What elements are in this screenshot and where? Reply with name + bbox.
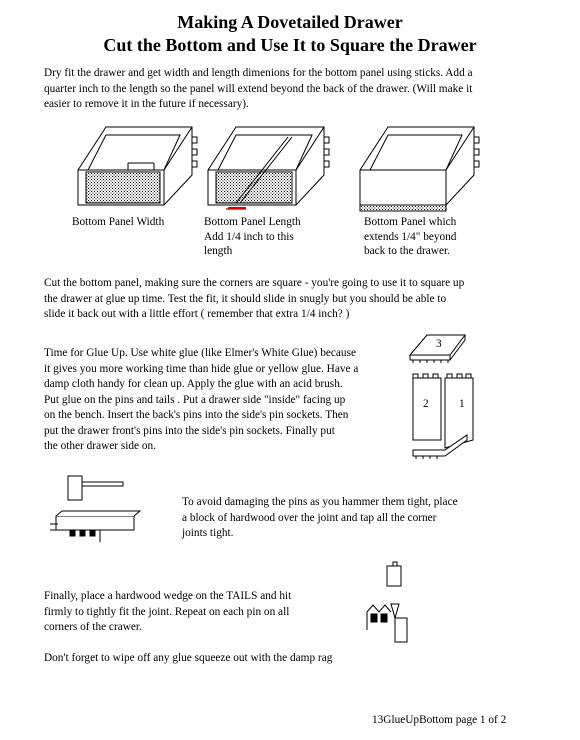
- drawer-length-illustration: [206, 125, 336, 215]
- page-subtitle: Cut the Bottom and Use It to Square the Drawer: [103, 35, 477, 55]
- caption-bottom-panel-width: Bottom Panel Width: [72, 216, 165, 228]
- assembly-exploded-illustration: [405, 330, 490, 465]
- page-footer: 13GlueUpBottom page 1 of 2: [372, 714, 507, 726]
- assembly-label-2: 2: [423, 398, 429, 410]
- hammer-paragraph: To avoid damaging the pins as you hammer them tight, place a block of hardwood over the joint and tap all the corner joints tight.: [182, 496, 458, 539]
- assembly-label-1: 1: [459, 398, 465, 410]
- caption-bottom-panel-length: Bottom Panel Length Add 1/4 inch to this length: [204, 216, 301, 257]
- drawer-extended-panel-illustration: [358, 125, 488, 215]
- drawer-width-illustration: [76, 125, 201, 210]
- caption-bottom-panel-extends: Bottom Panel which extends 1/4" beyond back to the drawer.: [364, 216, 457, 257]
- page-title: Making A Dovetailed Drawer: [177, 12, 403, 32]
- wedge-paragraph: Finally, place a hardwood wedge on the TAILS and hit firmly to tightly fit the joint. Repeat on each pin on all corners of the crawer.: [44, 590, 292, 633]
- wipe-note: Don't forget to wipe off any glue squeeze out with the damp rag: [44, 652, 333, 664]
- cut-paragraph: Cut the bottom panel, making sure the corners are square - you're going to use it to square up the drawer at glue up time. Test the fit, it should slide in snugly but you should be able to slide it back out with a little effort ( remember that extra 1/4 inch? ): [44, 277, 465, 320]
- intro-paragraph: Dry fit the drawer and get width and length dimenions for the bottom panel using sticks. Add a quarter inch to the length so the panel will extend beyond the back of the drawer. (Will make it easier to remove it in the future if necessary).: [44, 67, 473, 110]
- hammer-block-illustration: [48, 472, 138, 552]
- assembly-label-3: 3: [436, 338, 442, 350]
- wedge-illustration: [365, 560, 415, 645]
- glue-up-paragraph: Time for Glue Up. Use white glue (like Elmer's White Glue) because it gives you more working time than hide glue or yellow glue. Have a damp cloth handy for clean up. Apply the glue with an acid brush. Put glue on the pins and tails . Put a drawer side "inside" facing up on the bench. Insert the back's pins into the side's pin sockets. Then put the drawer front's pins into the side's pin sockets. Finally put the other drawer side on.: [44, 347, 359, 452]
